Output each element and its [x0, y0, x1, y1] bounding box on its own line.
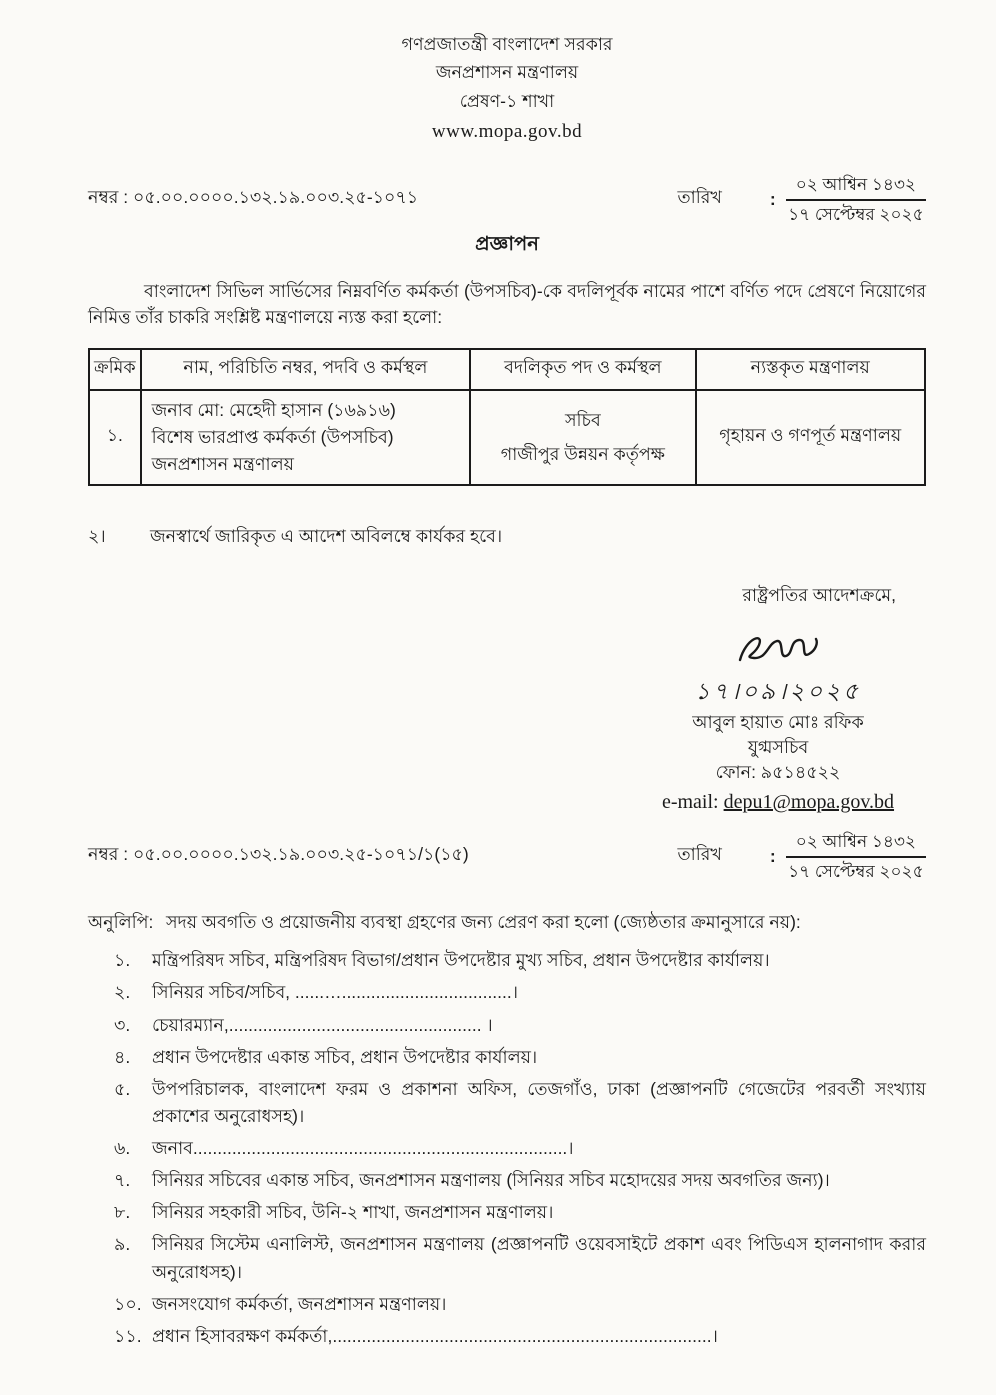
memo-number-value: ০৫.০০.০০০০.১৩২.১৯.০০৩.২৫-১০৭১	[132, 187, 419, 208]
date-label-2: তারিখ	[677, 844, 722, 865]
list-item	[88, 1231, 926, 1285]
assignment-table	[88, 348, 926, 486]
item-number: ৯.	[114, 1234, 131, 1255]
signature-mark	[730, 628, 826, 674]
memo-date-1	[678, 174, 926, 226]
list-item	[88, 1135, 926, 1162]
memo-row-1	[88, 174, 926, 226]
item-number: ৬.	[114, 1138, 131, 1159]
item-text: জনাব.............................................................................।	[152, 1138, 574, 1159]
table-header-row	[89, 349, 925, 390]
handwritten-date: ১৭।০৯।২০২৫	[695, 679, 861, 706]
item-number: ৮.	[114, 1202, 131, 1223]
date-gregorian: ১৭ সেপ্টেম্বর ২০২৫	[788, 204, 924, 224]
intro-paragraph: বাংলাদেশ সিভিল সার্ভিসের নিম্নবর্ণিত কর্মকর্তা (উপসচিব)-কে বদলিপূর্বক নামের পাশে বর্ণিত পদে প্রেষণে নিয়োগের নিমিত্ত তাঁর চাকরি সংশ্লিষ্ট মন্ত্রণালয়ে ন্যস্ত করা হলো:	[88, 280, 926, 328]
date-gregorian-2: ১৭ সেপ্টেম্বর ২০২৫	[788, 861, 924, 881]
list-item	[88, 1199, 926, 1226]
item-number: ১১.	[114, 1325, 142, 1346]
signatory-email-line	[662, 788, 894, 817]
item-number: ৪.	[114, 1046, 131, 1067]
list-item	[88, 947, 926, 974]
date-fraction-2	[786, 831, 926, 883]
memo-number-value-2: ০৫.০০.০০০০.১৩২.১৯.০০৩.২৫-১০৭১/১(১৫)	[132, 844, 469, 865]
email-label: e-mail:	[661, 790, 719, 813]
memo-number-label-2: নম্বর :	[88, 844, 129, 865]
new-post-office: গাজীপুর উন্নয়ন কর্তৃপক্ষ	[500, 443, 665, 464]
memo-number-label: নম্বর :	[88, 187, 129, 208]
list-item	[88, 1291, 926, 1318]
item-text: প্রধান হিসাবরক্ষণ কর্মকর্তা,..............................................................................।	[152, 1325, 718, 1346]
distribution-list	[88, 947, 926, 1350]
memo-number-2	[88, 842, 469, 871]
list-item	[88, 1076, 926, 1130]
item-number: ৩.	[114, 1014, 131, 1035]
column-header-serial: ক্রমিক	[89, 349, 141, 390]
date-colon: :	[769, 189, 776, 210]
list-item	[88, 1012, 926, 1039]
document-title: প্রজ্ঞাপন	[475, 232, 539, 255]
list-item	[88, 1044, 926, 1071]
memo-row-2	[88, 831, 926, 883]
item-number: ১.	[114, 950, 131, 971]
signatory-phone: ফোন: ৯৫১৪৫২২	[715, 762, 841, 783]
cell-new-post	[470, 390, 695, 485]
officer-designation: বিশেষ ভারপ্রাপ্ত কর্মকর্তা (উপসচিব)	[151, 427, 394, 448]
section-name: প্রেষণ-১ শাখা	[459, 90, 555, 111]
list-item	[88, 1323, 926, 1350]
item-text: উপপরিচালক, বাংলাদেশ ফরম ও প্রকাশনা অফিস, তেজগাঁও, ঢাকা (প্রজ্ঞাপনটি গেজেটের পরবর্তী সংখ্যায় প্রকাশের অনুরোধসহ)।	[152, 1078, 926, 1126]
letterhead	[88, 30, 926, 148]
date-bangla: ০২ আশ্বিন ১৪৩২	[786, 174, 926, 201]
column-header-transferred-post: বদলিকৃত পদ ও কর্মস্থল	[470, 349, 695, 390]
copies-intro-text: সদয় অবগতি ও প্রয়োজনীয় ব্যবস্থা গ্রহণের জন্য প্রেরণ করা হলো (জ্যেষ্ঠতার ক্রমানুসারে নয়):	[166, 912, 801, 933]
column-header-name: নাম, পরিচিতি নম্বর, পদবি ও কর্মস্থল	[141, 349, 471, 390]
memo-date-2	[678, 831, 926, 883]
item-text: প্রধান উপদেষ্টার একান্ত সচিব, প্রধান উপদেষ্টার কার্যালয়।	[152, 1046, 538, 1067]
copies-intro	[88, 909, 926, 935]
copies-label: অনুলিপি:	[88, 912, 154, 933]
item-text: সিনিয়র সিস্টেম এনালিস্ট, জনপ্রশাসন মন্ত্রণালয় (প্রজ্ঞাপনটি ওয়েবসাইটে প্রকাশ এবং পিডিএস হালনাগাদ করার অনুরোধসহ)।	[152, 1234, 926, 1282]
item-text: মন্ত্রিপরিষদ সচিব, মন্ত্রিপরিষদ বিভাগ/প্রধান উপদেষ্টার মুখ্য সচিব, প্রধান উপদেষ্টার কার্যালয়।	[152, 950, 770, 971]
website-url: www.mopa.gov.bd	[431, 121, 583, 143]
item-text: চেয়ারম্যান,.................................................... ।	[152, 1014, 493, 1035]
list-item	[88, 979, 926, 1006]
item-number: ৭.	[114, 1170, 131, 1191]
email-address: depu1@mopa.gov.bd	[723, 790, 895, 813]
item-text: জনসংযোগ কর্মকর্তা, জনপ্রশাসন মন্ত্রণালয়।	[152, 1293, 447, 1314]
item-text: সিনিয়র সহকারী সচিব, উনি-২ শাখা, জনপ্রশাসন মন্ত্রণালয়।	[152, 1202, 554, 1223]
cell-serial: ১.	[89, 390, 141, 485]
by-order-line: রাষ্ট্রপতির আদেশক্রমে,	[742, 585, 896, 606]
date-label: তারিখ	[677, 187, 722, 208]
table-row	[89, 390, 925, 485]
clause-2-number: ২।	[88, 526, 106, 547]
signatory-name: আবুল হায়াত মোঃ রফিক	[692, 711, 864, 732]
signature-block	[618, 628, 938, 816]
item-number: ৫.	[114, 1078, 131, 1099]
item-number: ২.	[114, 982, 131, 1003]
officer-ministry: জনপ্রশাসন মন্ত্রণালয়	[151, 454, 294, 475]
item-text: সিনিয়র সচিব/সচিব, ......…...................................।	[152, 982, 519, 1003]
signatory-designation: যুগ্মসচিব	[747, 737, 809, 758]
list-item	[88, 1167, 926, 1194]
memo-number-1	[88, 185, 418, 214]
government-name: গণপ্রজাতন্ত্রী বাংলাদেশ সরকার	[401, 34, 613, 54]
cell-officer-details	[141, 390, 471, 485]
ministry-name: জনপ্রশাসন মন্ত্রণালয়	[435, 62, 579, 83]
clause-2-text: জনস্বার্থে জারিকৃত এ আদেশ অবিলম্বে কার্যকর হবে।	[150, 526, 503, 547]
date-bangla-2: ০২ আশ্বিন ১৪৩২	[786, 831, 926, 858]
officer-name: জনাব মো: মেহেদী হাসান (১৬৯১৬)	[151, 399, 396, 420]
item-number: ১০.	[114, 1293, 142, 1314]
cell-assigned-ministry: গৃহায়ন ও গণপূর্ত মন্ত্রণালয়	[696, 390, 926, 485]
item-text: সিনিয়র সচিবের একান্ত সচিব, জনপ্রশাসন মন্ত্রণালয় (সিনিয়র সচিব মহোদয়ের সদয় অবগতির জন্য)।	[152, 1170, 830, 1191]
date-colon-2: :	[769, 846, 776, 867]
clause-2	[88, 524, 926, 553]
new-post-title: সচিব	[564, 410, 601, 431]
column-header-assigned-ministry: ন্যস্তকৃত মন্ত্রণালয়	[696, 349, 926, 390]
date-fraction	[786, 174, 926, 226]
